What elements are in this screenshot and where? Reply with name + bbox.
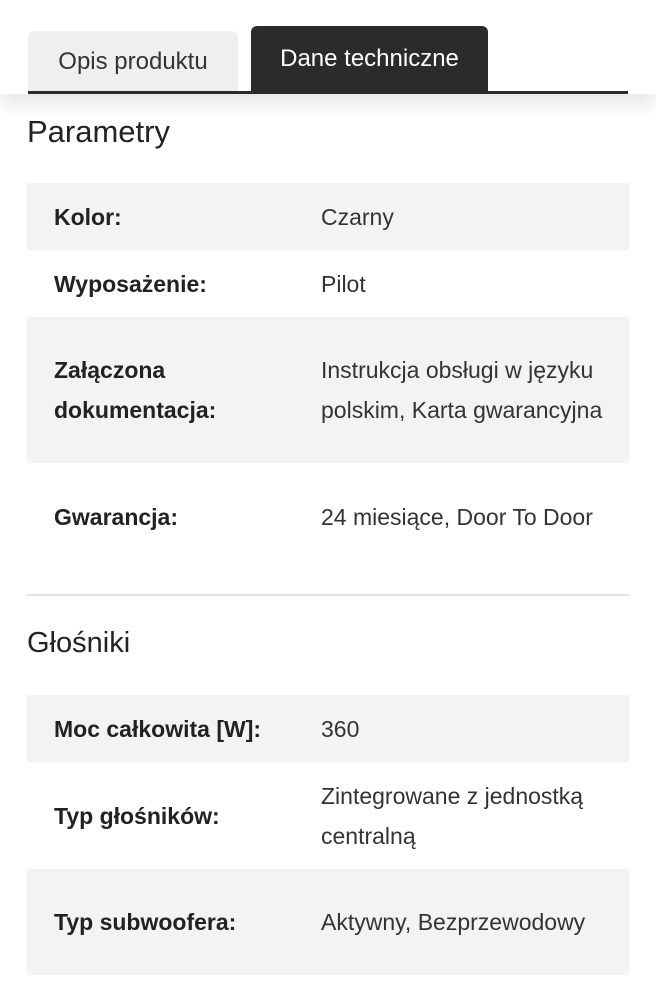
table-row <box>27 695 629 762</box>
tab-opis-produktu[interactable] <box>28 31 238 92</box>
spec-value: Aktywny, Bezprzewodowy <box>321 909 586 935</box>
tabs-bar <box>0 0 656 94</box>
spec-label: Typ subwoofera: <box>54 909 237 935</box>
spec-label: Moc całkowita [W]: <box>54 715 262 742</box>
spec-table-glosniki <box>27 695 629 975</box>
spec-value: 360 <box>321 715 360 742</box>
tab-dane-techniczne-label: Dane techniczne <box>280 45 459 72</box>
table-row <box>27 762 629 869</box>
tab-opis-produktu-label: Opis produktu <box>58 47 208 75</box>
spec-label: Wyposażenie: <box>54 270 207 297</box>
table-row <box>27 183 629 250</box>
spec-value: 24 miesiące, Door To Door <box>321 504 593 530</box>
spec-value: Instrukcja obsługi w języku polskim, Karta gwarancyjna <box>321 357 603 423</box>
table-row <box>27 869 629 975</box>
spec-value: Pilot <box>321 270 366 297</box>
spec-label: Kolor: <box>54 203 122 230</box>
tab-dane-techniczne[interactable] <box>251 26 488 92</box>
spec-value: Czarny <box>321 203 394 230</box>
spec-label: Załączona dokumentacja: <box>54 357 217 423</box>
table-row <box>27 317 629 463</box>
section-title-parametry: Parametry <box>27 114 170 149</box>
table-row <box>27 250 629 317</box>
spec-label: Typ głośników: <box>54 802 220 829</box>
spec-label: Gwarancja: <box>54 504 178 530</box>
section-divider <box>27 594 629 596</box>
spec-table-parametry <box>27 183 629 571</box>
tabs-underline <box>28 91 628 94</box>
section-title-glosniki: Głośniki <box>27 627 131 659</box>
spec-value: Zintegrowane z jednostką centralną <box>321 782 584 849</box>
table-row <box>27 463 629 571</box>
